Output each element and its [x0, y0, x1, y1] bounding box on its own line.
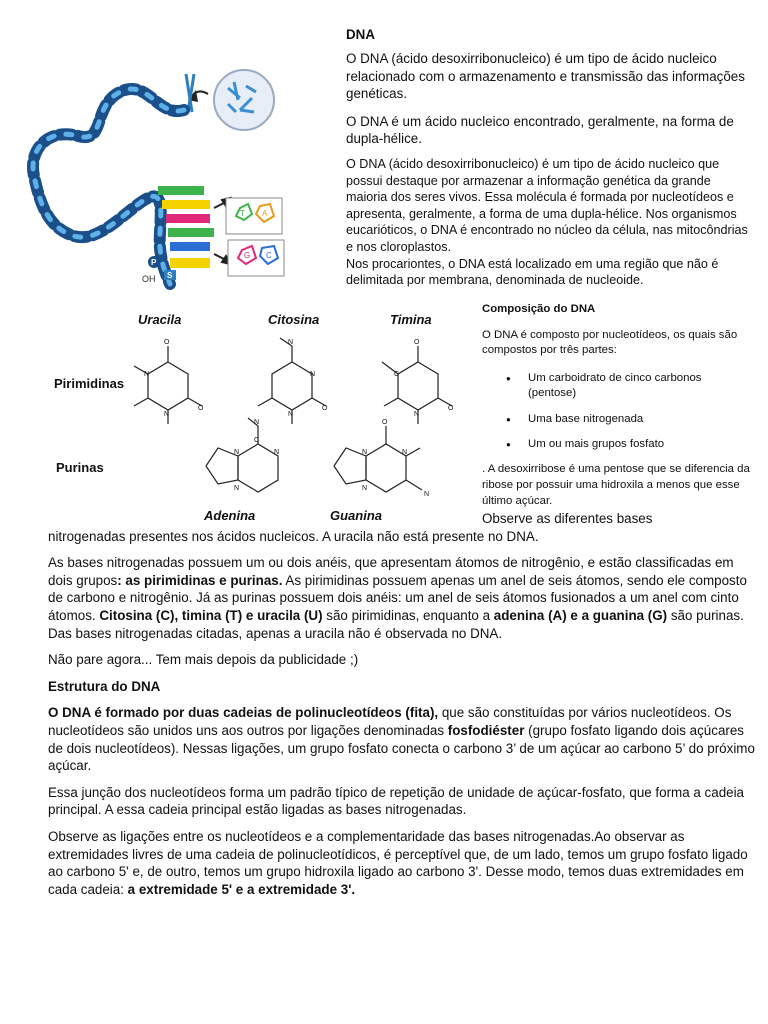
intro-paragraph-1: O DNA (ácido desoxirribonucleico) é um tipo de ácido nucleico relacionado com o armazenamento e transmissão das informações genéticas.	[346, 51, 745, 102]
composicao-section	[482, 302, 750, 509]
base-structures-bottom	[228, 240, 284, 276]
intro-paragraph-3: O DNA (ácido desoxirribonucleico) é um tipo de ácido nucleico que possui destaque por armazenar a informação genética da grande maioria dos seres vivos. Essa molécula é formada por nucleotídeos e apresenta, geralmente, a forma de uma dupla-hélice. Nos organismos eucarióticos, o DNA é encontrado no núcleo da célula, nas mitocôndrias e nos cloroplastos.	[346, 156, 748, 254]
citosina-structure	[272, 362, 312, 410]
base-c-label: C	[266, 251, 272, 260]
main-body	[48, 510, 756, 898]
list-item: ● Um ou mais grupos fosfato	[482, 437, 750, 452]
base-a-label: A	[262, 209, 268, 218]
composicao-title: Composição do DNA	[482, 303, 596, 315]
ad-notice: Não pare agora... Tem mais depois da publicidade ;)	[48, 652, 359, 668]
estrutura-paragraph-1: O DNA é formado por duas cadeias de polinucleotídeos (fita), que são constituídas por vários nucleotídeos. Os nucleotídeos são unidos uns aos outros por ligações denominadas fosfodiéster (grupo fosfato ligando dois açúcares de dois nucleotídeos). Nessas ligações, um grupo fosfato conecta o carbono 3’ de um açúcar ao carbono 5’ do próximo açúcar.	[48, 705, 755, 774]
estrutura-title: Estrutura do DNA	[48, 678, 161, 694]
cell-nucleus-icon	[214, 70, 274, 130]
svg-text:O: O	[164, 339, 170, 346]
svg-text:N: N	[144, 371, 150, 378]
svg-text:N: N	[362, 485, 368, 492]
estrutura-paragraph-2: Essa junção dos nucleotídeos forma um padrão típico de repetição de unidade de açúcar-fosfato, que forma a cadeia principal. A essa cadeia principal estão ligadas as bases nitrogenadas.	[48, 784, 745, 818]
purinas-label: Purinas	[56, 460, 104, 475]
svg-text:O: O	[414, 339, 420, 346]
uracila-label: Uracila	[138, 312, 182, 327]
svg-text:C: C	[394, 371, 400, 378]
timina-structure	[398, 362, 438, 410]
svg-text:C: C	[254, 437, 260, 444]
base-g-label: G	[244, 251, 251, 260]
intro-paragraph-2: O DNA é um ácido nucleico encontrado, geralmente, na forma de dupla-hélice.	[346, 113, 734, 147]
sugar-label: S	[167, 271, 173, 280]
observe-bases-continuation: nitrogenadas presentes nos ácidos nucleicos. A uracila não está presente no DNA.	[48, 528, 539, 544]
svg-text:N: N	[414, 411, 420, 418]
adenina-structure	[238, 444, 278, 492]
nitrogenous-bases-figure	[48, 306, 474, 528]
svg-text:O: O	[382, 419, 388, 426]
svg-text:O: O	[322, 405, 328, 412]
svg-text:N: N	[288, 411, 294, 418]
svg-text:N: N	[164, 411, 170, 418]
svg-text:N: N	[362, 449, 368, 456]
guanina-structure	[366, 444, 406, 492]
intro-section	[346, 26, 752, 289]
list-item: ● Uma base nitrogenada	[482, 412, 750, 427]
estrutura-paragraph-3: Observe as ligações entre os nucleotídeos e a complementaridade das bases nitrogenadas.Ao observar as extremidades livres de uma cadeia de polinucleotídicos, é perceptível que, de um lado, temos um grupo fosfato ligado ao carbono 5' e, de outro, temos um grupo hidroxila ligado ao carbono 3'. Desse modo, temos duas extremidades em cada cadeia: a extremidade 5' e a extremidade 3'.	[48, 828, 748, 897]
citosina-label: Citosina	[268, 312, 320, 327]
adenina-label: Adenina	[204, 508, 256, 523]
phosphate-label: P	[151, 258, 157, 267]
oh-label: OH	[142, 274, 156, 284]
svg-text:N: N	[402, 449, 408, 456]
svg-text:O: O	[198, 405, 204, 412]
intro-paragraph-4: Nos procariontes, o DNA está localizado em uma região que não é delimitada por membrana, denominada de nucleoide.	[346, 256, 719, 288]
composicao-intro: O DNA é composto por nucleotídeos, os quais são compostos por três partes:	[482, 328, 738, 357]
svg-text:N: N	[288, 339, 294, 346]
pirimidinas-label: Pirimidinas	[54, 376, 125, 391]
svg-text:N: N	[274, 449, 280, 456]
bases-paragraph: As bases nitrogenadas possuem um ou dois anéis, que apresentam átomos de nitrogênio, e estão classificadas em dois grupos: as pirimidinas e purinas. As pirimidinas possuem apenas um anel de seis átomos, sendo ele composto de carbono e nitrogênio. Já as purinas possuem dois anéis: um anel de seis átomos fusionados a um anel com cinto átomos. Citosina (C), timina (T) e uracila (U) são pirimidinas, enquanto a adenina (A) e a guanina (G) são purinas. Das bases nitrogenadas citadas, apenas a uracila não é observada no DNA.	[48, 555, 747, 641]
timina-label: Timina	[390, 312, 432, 327]
guanina-label: Guanina	[330, 508, 383, 523]
svg-text:N: N	[424, 491, 430, 498]
base-t-label: T	[240, 209, 245, 218]
svg-text:N: N	[234, 485, 240, 492]
composicao-list	[482, 371, 750, 453]
dna-helix-figure	[8, 58, 300, 290]
svg-text:N: N	[234, 449, 240, 456]
page-title: DNA	[346, 27, 376, 42]
uracila-structure	[148, 362, 188, 410]
list-item: ● Um carboidrato de cinco carbonos (pentose)	[482, 371, 750, 402]
base-structures-top	[226, 198, 282, 234]
observe-bases-line: Observe as diferentes bases	[482, 511, 653, 526]
svg-text:O: O	[448, 405, 454, 412]
svg-text:N: N	[310, 371, 316, 378]
composicao-note: . A desoxirribose é uma pentose que se diferencia da ribose por possuir uma hidroxila a menos que esse último açúcar.	[482, 463, 750, 507]
svg-text:N: N	[254, 419, 260, 426]
